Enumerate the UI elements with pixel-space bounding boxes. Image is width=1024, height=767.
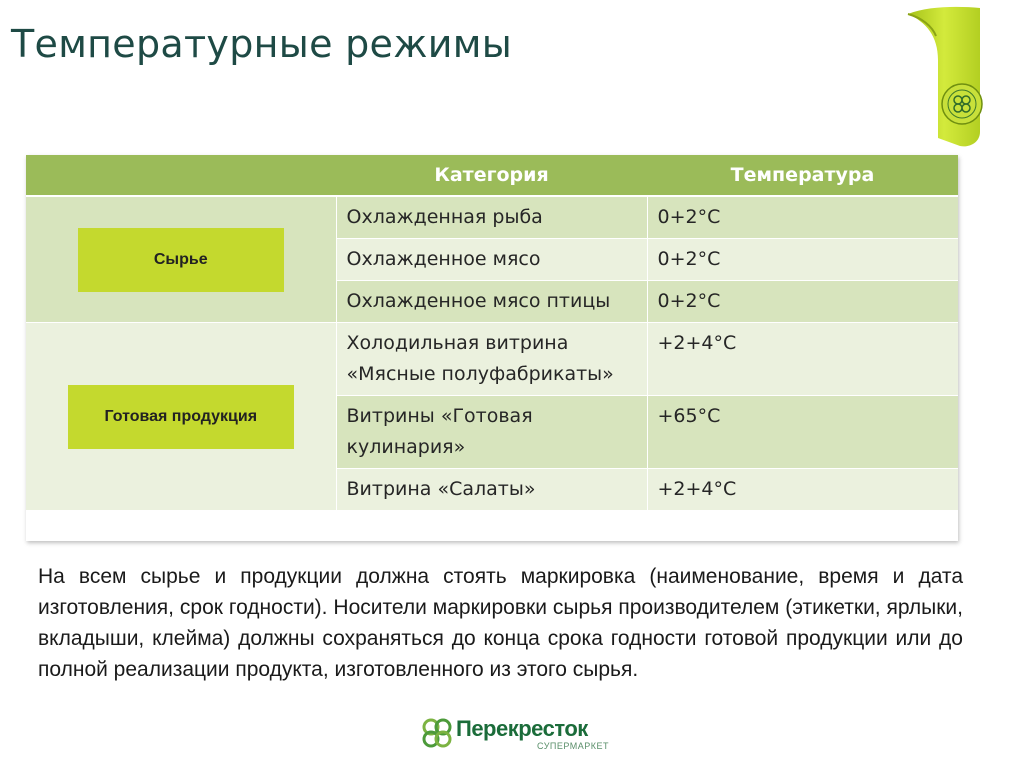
temperature-cell: 0+2°C: [647, 239, 958, 281]
table-row: [26, 323, 958, 396]
group-cell-ready: [26, 323, 336, 511]
brand-name: Перекресток: [456, 716, 588, 741]
labeling-note: На всем сырье и продукции должна стоять маркировка (наименование, время и дата изготовления, срок годности). Носители маркировки сырья производителем (этикетки, ярлыки, вкладыши, клейма) должны сохраняться до конца срока годности готовой продукции или до полной реализации продукта, изготовленного из этого сырья.: [38, 565, 963, 681]
header-temperature: Температура: [647, 155, 958, 196]
brand-logo: [418, 710, 608, 760]
temperature-cell: +65°C: [647, 396, 958, 469]
category-cell: Витрины «Готовая кулинария»: [336, 396, 647, 469]
ribbon-badge-icon: [888, 0, 1004, 150]
group-cell-raw: [26, 196, 336, 323]
category-cell: Охлажденная рыба: [336, 196, 647, 239]
temperature-cell: +2+4°C: [647, 469, 958, 511]
category-cell: Холодильная витрина «Мясные полуфабрикаты»: [336, 323, 647, 396]
clover-logo-icon: [418, 714, 456, 752]
brand-subtitle: СУПЕРМАРКЕТ: [537, 741, 610, 751]
temperature-cell: +2+4°C: [647, 323, 958, 396]
header-category: Категория: [336, 155, 647, 196]
temperature-cell: 0+2°C: [647, 281, 958, 323]
group-label-ready: Готовая продукция: [68, 385, 294, 449]
category-cell: Охлажденное мясо птицы: [336, 281, 647, 323]
temperature-cell: 0+2°C: [647, 196, 958, 239]
header-empty: [26, 155, 336, 196]
group-label-raw: Сырье: [78, 228, 284, 292]
table-row: [26, 196, 958, 239]
category-cell: Охлажденное мясо: [336, 239, 647, 281]
page-title: Температурные режимы: [11, 22, 513, 66]
table-header-row: [26, 155, 958, 196]
category-cell: Витрина «Салаты»: [336, 469, 647, 511]
temperature-table: [26, 155, 958, 541]
